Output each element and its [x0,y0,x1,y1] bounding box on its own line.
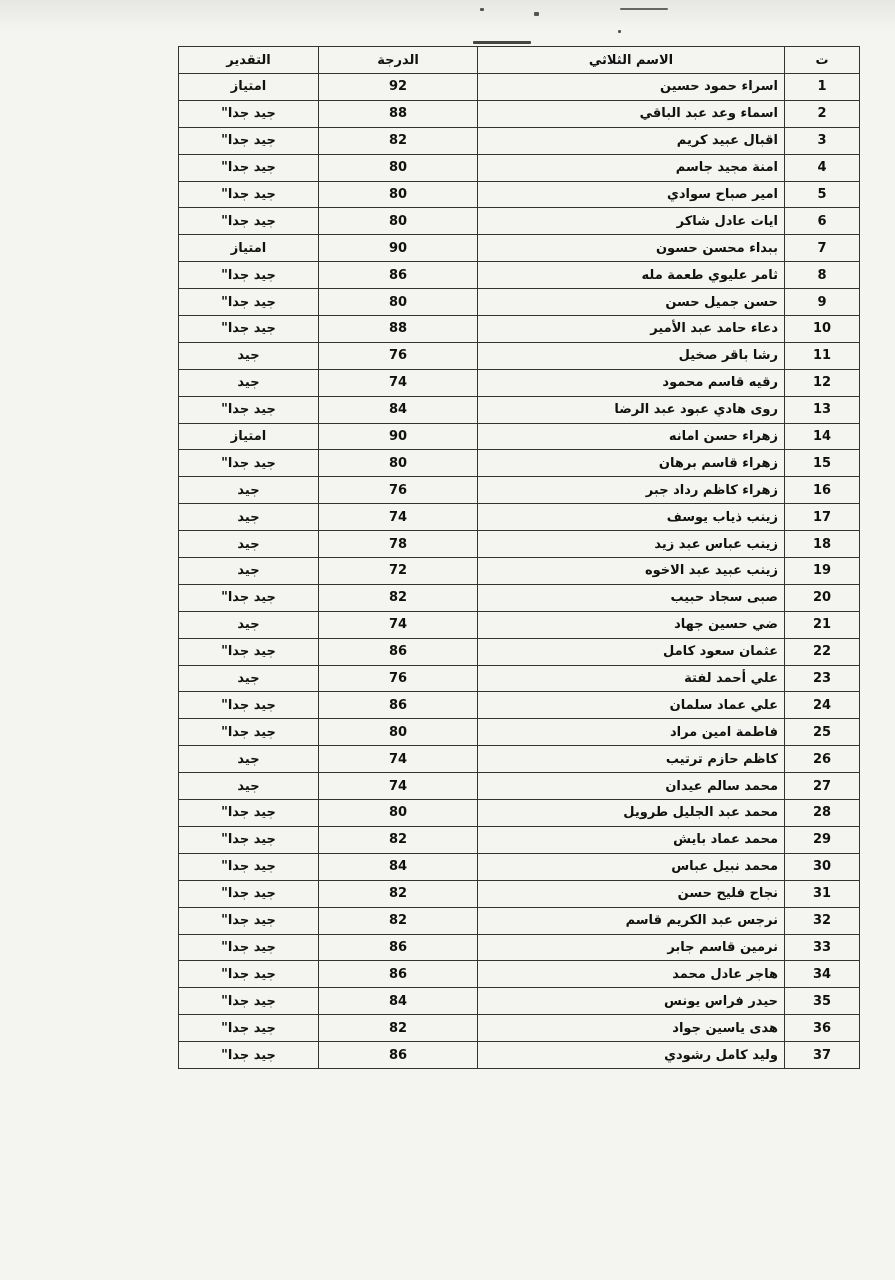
row-grade: جيد جدا" [179,289,319,316]
row-name: زهراء حسن امانه [478,423,785,450]
row-grade: جيد [179,746,319,773]
row-name: عثمان سعود كامل [478,638,785,665]
row-name: ايات عادل شاكر [478,208,785,235]
scan-speck [534,12,539,16]
table-row [179,800,860,827]
row-grade: جيد جدا" [179,396,319,423]
table-row [179,853,860,880]
row-name: ببداء محسن حسون [478,235,785,262]
row-score: 88 [319,316,478,343]
table-row [179,692,860,719]
row-grade: جيد جدا" [179,692,319,719]
row-name: نرمين قاسم جابر [478,934,785,961]
row-score: 90 [319,423,478,450]
row-index: 25 [785,719,860,746]
row-score: 80 [319,719,478,746]
row-name: وليد كامل رشودي [478,1042,785,1069]
row-name: صبى سجاد حبيب [478,584,785,611]
table-row [179,369,860,396]
row-name: زينب عبيد عبد الاخوه [478,558,785,585]
row-index: 15 [785,450,860,477]
row-score: 86 [319,1042,478,1069]
row-name: محمد عماد بايش [478,826,785,853]
row-grade: جيد [179,773,319,800]
row-name: زهراء كاظم رداد جبر [478,477,785,504]
table-row [179,423,860,450]
row-score: 90 [319,235,478,262]
row-score: 86 [319,692,478,719]
row-grade: جيد جدا" [179,961,319,988]
row-grade: جيد جدا" [179,1015,319,1042]
row-score: 74 [319,369,478,396]
row-grade: جيد جدا" [179,880,319,907]
table-row [179,450,860,477]
row-name: رشا باقر صخيل [478,342,785,369]
row-score: 80 [319,208,478,235]
row-index: 37 [785,1042,860,1069]
row-grade: جيد [179,558,319,585]
row-name: زهراء قاسم برهان [478,450,785,477]
row-name: محمد نبيل عباس [478,853,785,880]
table-row [179,396,860,423]
row-grade: جيد جدا" [179,907,319,934]
table-row [179,638,860,665]
table-row [179,719,860,746]
table-row [179,988,860,1015]
row-grade: امتياز [179,74,319,101]
row-grade: جيد جدا" [179,853,319,880]
row-grade: امتياز [179,423,319,450]
row-name: زينب عباس عبد زيد [478,531,785,558]
row-score: 82 [319,127,478,154]
row-index: 9 [785,289,860,316]
row-score: 74 [319,746,478,773]
row-index: 5 [785,181,860,208]
table-row [179,746,860,773]
row-index: 24 [785,692,860,719]
row-grade: جيد [179,477,319,504]
table-row [179,208,860,235]
row-name: امير صباح سوادي [478,181,785,208]
row-grade: جيد جدا" [179,127,319,154]
row-name: نرجس عبد الكريم قاسم [478,907,785,934]
row-grade: جيد جدا" [179,826,319,853]
header-score: الدرجة [319,47,478,74]
table-row [179,316,860,343]
scan-speck [620,8,668,10]
table-row [179,127,860,154]
row-score: 86 [319,638,478,665]
row-name: كاظم حازم ترتيب [478,746,785,773]
row-score: 82 [319,880,478,907]
row-index: 1 [785,74,860,101]
row-grade: جيد جدا" [179,638,319,665]
row-score: 80 [319,450,478,477]
row-grade: جيد [179,611,319,638]
table-row [179,826,860,853]
row-grade: جيد [179,504,319,531]
row-name: نجاح فليح حسن [478,880,785,907]
row-index: 30 [785,853,860,880]
row-index: 20 [785,584,860,611]
row-name: فاطمة امين مراد [478,719,785,746]
row-index: 33 [785,934,860,961]
row-score: 80 [319,181,478,208]
header-rule [473,41,531,44]
row-score: 76 [319,477,478,504]
row-index: 36 [785,1015,860,1042]
table-row [179,558,860,585]
row-index: 17 [785,504,860,531]
row-index: 4 [785,154,860,181]
row-index: 19 [785,558,860,585]
row-index: 23 [785,665,860,692]
row-name: رقيه قاسم محمود [478,369,785,396]
row-score: 82 [319,907,478,934]
row-name: روى هادي عبود عبد الرضا [478,396,785,423]
scan-shadow [0,0,895,30]
row-grade: جيد [179,342,319,369]
row-index: 27 [785,773,860,800]
row-index: 6 [785,208,860,235]
table-row [179,1015,860,1042]
table-row [179,100,860,127]
row-score: 82 [319,584,478,611]
row-score: 82 [319,826,478,853]
row-index: 34 [785,961,860,988]
row-score: 84 [319,988,478,1015]
row-name: علي أحمد لفتة [478,665,785,692]
row-score: 82 [319,1015,478,1042]
row-name: اقبال عبيد كريم [478,127,785,154]
row-score: 74 [319,773,478,800]
row-grade: جيد جدا" [179,316,319,343]
table-row [179,504,860,531]
row-grade: جيد جدا" [179,584,319,611]
table-row [179,611,860,638]
table-row [179,531,860,558]
row-index: 14 [785,423,860,450]
row-index: 26 [785,746,860,773]
row-score: 74 [319,611,478,638]
table-row [179,665,860,692]
table-row [179,289,860,316]
row-index: 12 [785,369,860,396]
row-grade: جيد [179,369,319,396]
header-grade: التقدير [179,47,319,74]
row-grade: جيد جدا" [179,719,319,746]
table-row [179,934,860,961]
row-name: امنة مجيد جاسم [478,154,785,181]
row-index: 21 [785,611,860,638]
table-row [179,961,860,988]
row-name: محمد سالم عيدان [478,773,785,800]
header-index: ت [785,47,860,74]
row-grade: جيد جدا" [179,100,319,127]
row-grade: جيد جدا" [179,934,319,961]
row-grade: امتياز [179,235,319,262]
row-index: 35 [785,988,860,1015]
table-row [179,154,860,181]
table-row [179,477,860,504]
row-index: 16 [785,477,860,504]
row-index: 28 [785,800,860,827]
row-name: حسن جميل حسن [478,289,785,316]
row-score: 92 [319,74,478,101]
row-grade: جيد [179,531,319,558]
row-grade: جيد جدا" [179,262,319,289]
row-name: علي عماد سلمان [478,692,785,719]
row-index: 8 [785,262,860,289]
scan-speck [618,30,621,33]
table-row [179,342,860,369]
row-index: 11 [785,342,860,369]
row-name: اسراء حمود حسين [478,74,785,101]
row-score: 78 [319,531,478,558]
row-grade: جيد جدا" [179,154,319,181]
grades-table [178,46,860,1069]
row-grade: جيد جدا" [179,800,319,827]
row-score: 80 [319,800,478,827]
row-score: 88 [319,100,478,127]
row-grade: جيد جدا" [179,1042,319,1069]
row-index: 32 [785,907,860,934]
row-score: 74 [319,504,478,531]
table-row [179,262,860,289]
row-score: 76 [319,342,478,369]
row-name: ضي حسين جهاد [478,611,785,638]
row-name: زينب ذياب يوسف [478,504,785,531]
row-grade: جيد جدا" [179,450,319,477]
scan-speck [480,8,484,11]
row-score: 76 [319,665,478,692]
row-index: 10 [785,316,860,343]
row-name: ثامر عليوي طعمة مله [478,262,785,289]
table-row [179,181,860,208]
row-name: اسماء وعد عبد الباقي [478,100,785,127]
row-index: 7 [785,235,860,262]
row-name: هاجر عادل محمد [478,961,785,988]
row-name: محمد عبد الجليل طرويل [478,800,785,827]
row-score: 84 [319,853,478,880]
row-score: 80 [319,154,478,181]
row-index: 31 [785,880,860,907]
row-name: هدى ياسين جواد [478,1015,785,1042]
table-row [179,584,860,611]
row-score: 84 [319,396,478,423]
table-row [179,880,860,907]
row-score: 86 [319,934,478,961]
row-index: 29 [785,826,860,853]
table-row [179,773,860,800]
row-index: 22 [785,638,860,665]
row-score: 72 [319,558,478,585]
header-name: الاسم الثلاثي [478,47,785,74]
row-score: 80 [319,289,478,316]
table-row [179,1042,860,1069]
row-grade: جيد جدا" [179,208,319,235]
row-grade: جيد [179,665,319,692]
table-row [179,74,860,101]
row-grade: جيد جدا" [179,988,319,1015]
row-score: 86 [319,262,478,289]
table-row [179,907,860,934]
table-row [179,235,860,262]
row-index: 18 [785,531,860,558]
row-score: 86 [319,961,478,988]
row-index: 13 [785,396,860,423]
header-row [179,47,860,74]
row-index: 2 [785,100,860,127]
row-name: دعاء حامد عبد الأمير [478,316,785,343]
row-grade: جيد جدا" [179,181,319,208]
row-index: 3 [785,127,860,154]
row-name: حيدر فراس يونس [478,988,785,1015]
